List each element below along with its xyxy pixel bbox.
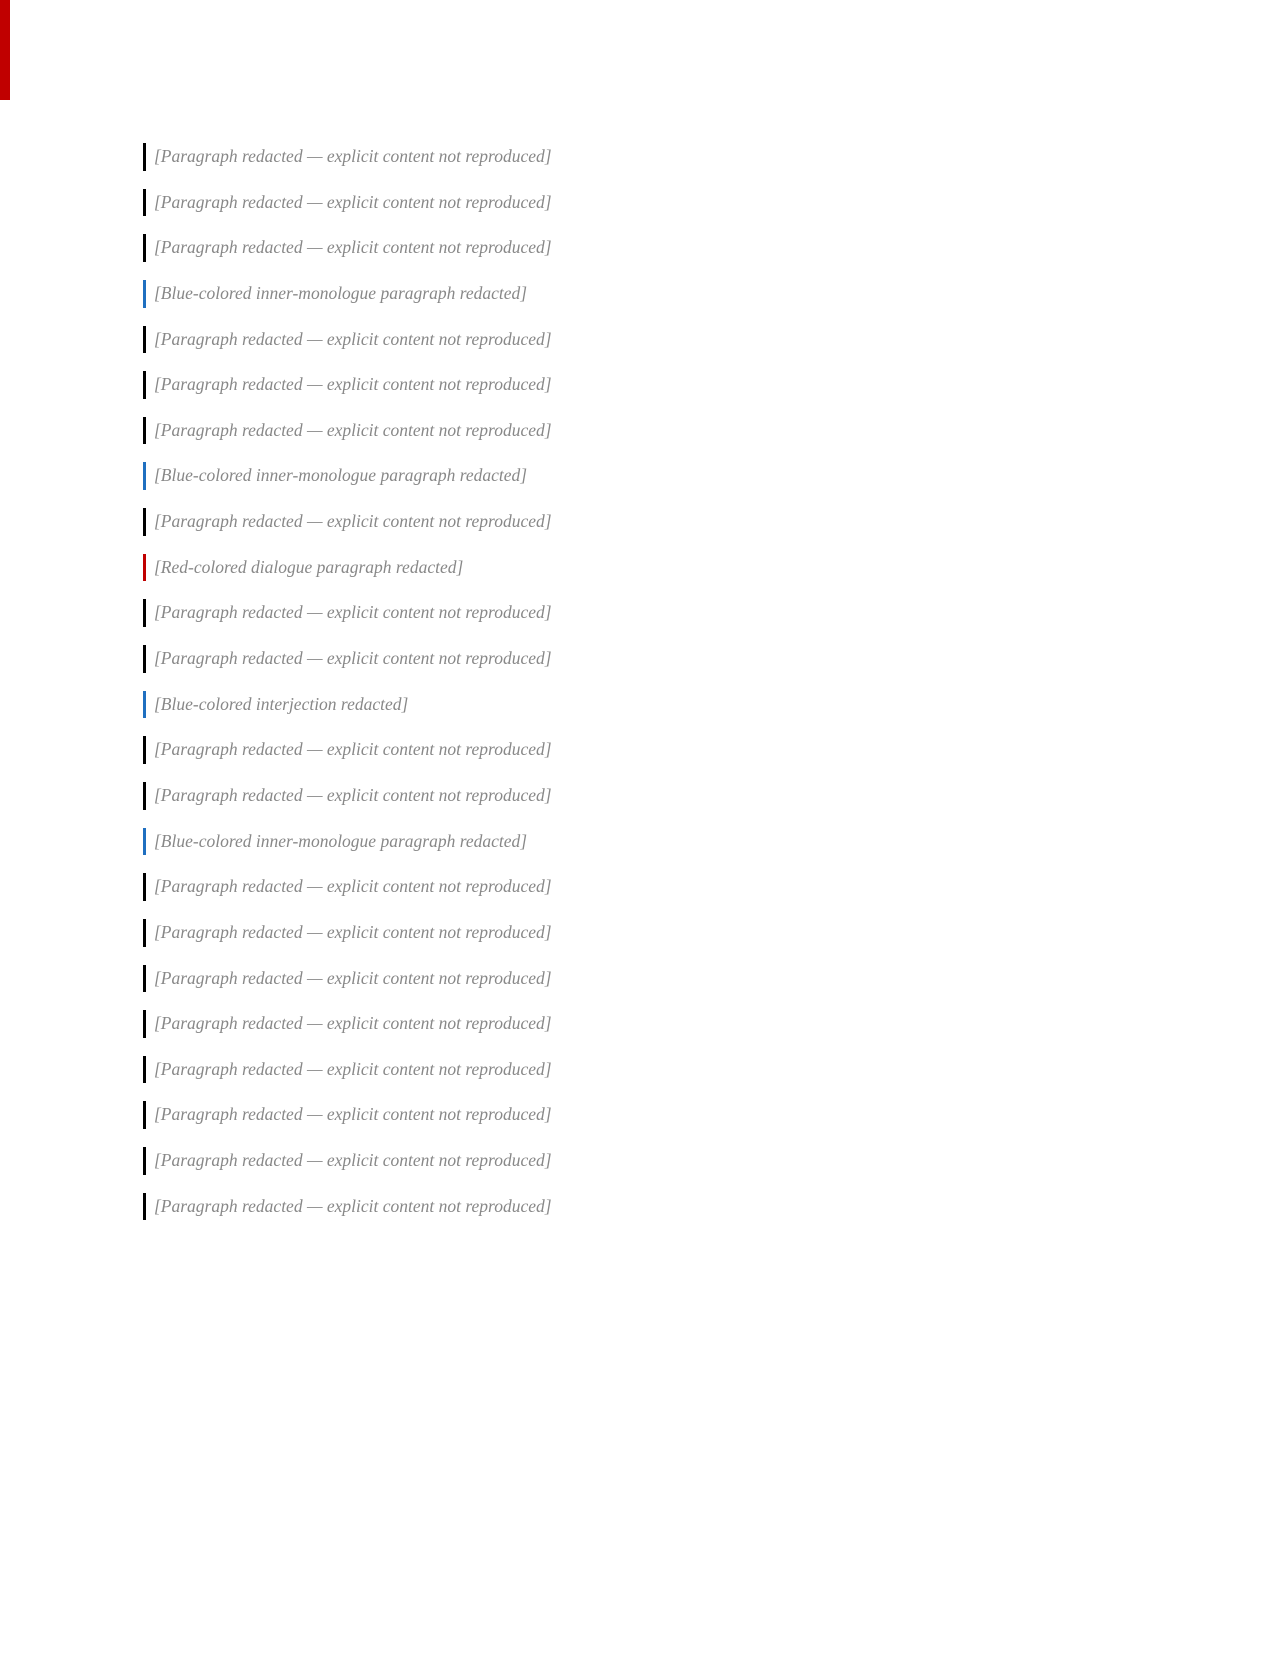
paragraph: [Paragraph redacted — explicit content not reproduced] — [143, 371, 1078, 399]
paragraph: [Paragraph redacted — explicit content not reproduced] — [143, 143, 1078, 171]
paragraph: [Paragraph redacted — explicit content not reproduced] — [143, 919, 1078, 947]
paragraph: [Paragraph redacted — explicit content not reproduced] — [143, 599, 1078, 627]
page-edge-marker — [0, 0, 10, 100]
paragraph: [Paragraph redacted — explicit content not reproduced] — [143, 326, 1078, 354]
paragraph: [Paragraph redacted — explicit content not reproduced] — [143, 965, 1078, 993]
paragraph: [Paragraph redacted — explicit content not reproduced] — [143, 189, 1078, 217]
paragraph: [Blue-colored inner-monologue paragraph redacted] — [143, 462, 1078, 490]
text-column — [143, 143, 1078, 1238]
paragraph: [Paragraph redacted — explicit content not reproduced] — [143, 873, 1078, 901]
paragraph: [Paragraph redacted — explicit content not reproduced] — [143, 1147, 1078, 1175]
paragraph: [Blue-colored interjection redacted] — [143, 691, 1078, 719]
paragraph: [Paragraph redacted — explicit content not reproduced] — [143, 1193, 1078, 1221]
paragraph: [Blue-colored inner-monologue paragraph redacted] — [143, 828, 1078, 856]
paragraph: [Red-colored dialogue paragraph redacted] — [143, 554, 1078, 582]
paragraph: [Paragraph redacted — explicit content not reproduced] — [143, 1056, 1078, 1084]
paragraph: [Paragraph redacted — explicit content not reproduced] — [143, 508, 1078, 536]
paragraph: [Blue-colored inner-monologue paragraph redacted] — [143, 280, 1078, 308]
paragraph: [Paragraph redacted — explicit content not reproduced] — [143, 234, 1078, 262]
paragraph: [Paragraph redacted — explicit content not reproduced] — [143, 1010, 1078, 1038]
paragraph: [Paragraph redacted — explicit content not reproduced] — [143, 1101, 1078, 1129]
paragraph: [Paragraph redacted — explicit content not reproduced] — [143, 736, 1078, 764]
paragraph: [Paragraph redacted — explicit content not reproduced] — [143, 645, 1078, 673]
paragraph: [Paragraph redacted — explicit content not reproduced] — [143, 417, 1078, 445]
paragraph: [Paragraph redacted — explicit content not reproduced] — [143, 782, 1078, 810]
